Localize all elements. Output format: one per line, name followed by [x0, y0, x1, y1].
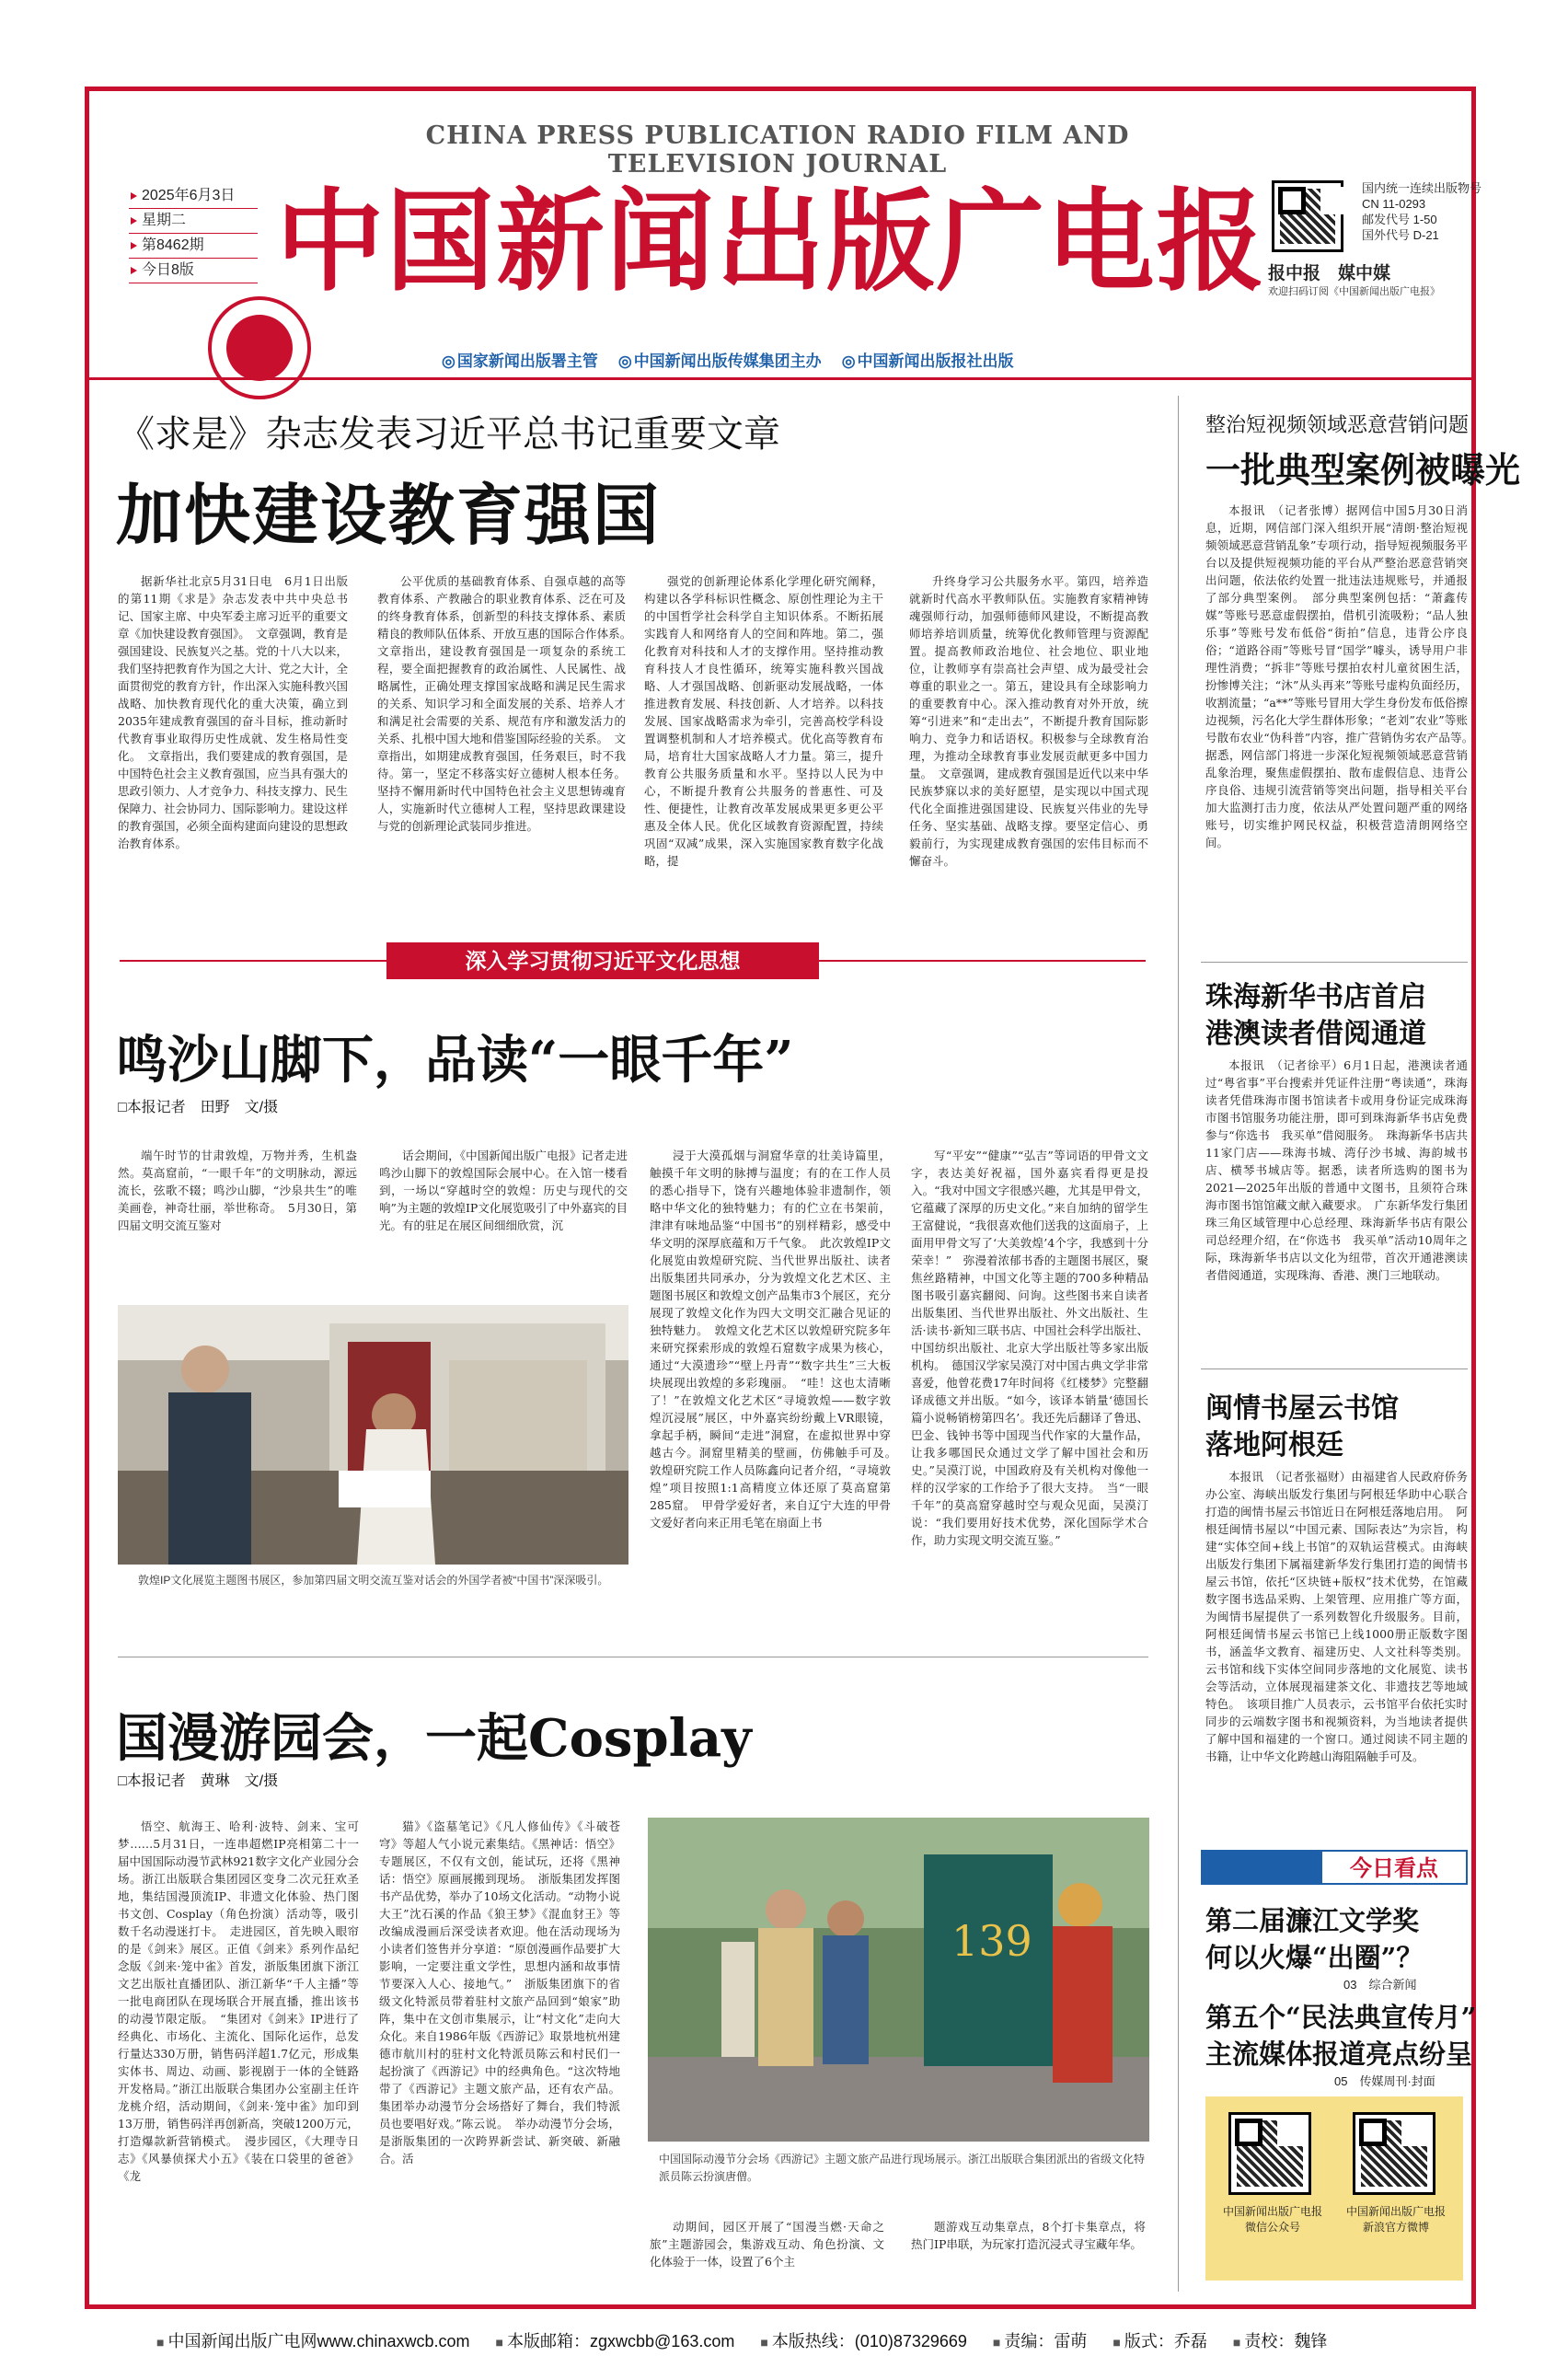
footer-designer: ■ 版式：乔磊 — [1113, 2328, 1206, 2352]
lead-column-1: 据新华社北京5月31日电 6月1日出版的第11期《求是》杂志发表中共中央总书记、国家主席、中央军委主席习近平的重要文章《加快建设教育强国》。 文章强调，教育是强国建设、民族复兴之基。党的十八大以来，我们坚持把教育作为国之大计、党之大计，全面贯彻党的教育方针，作出深入实施科教兴国战略、加快教育现代化的重大决策，确立到2035年建成教育强国的奋斗目标，推动新时代教育事业取得历史性成就、发生格局性变化。 文章指出，我们要建成的教育强国，是中国特色社会主义教育强国，应当具有强大的思政引领力、人才竞争力、科技支撑力、民生保障力、社会协同力、国际影响力。建设这样的教育强国，必须全面构建面向建设的思想政治教育体系。 — [118, 574, 349, 850]
pub-code-line: 国外代号 D-21 — [1362, 228, 1439, 242]
pick1-title-line1[interactable]: 第二届濂江文学奖 — [1205, 1905, 1420, 1936]
story3-byline: □本报记者 黄琳 文/摄 — [118, 1773, 279, 1789]
wechat-qr-caption — [1213, 2204, 1332, 2235]
pick2-page-ref: 05 传媒周刊·封面 — [1334, 2074, 1435, 2088]
story3-caption: 中国国际动漫节分会场《西游记》主题文旅产品进行现场展示。浙江出版联合集团派出的省级文化特派员陈云扮演唐僧。 — [659, 2153, 1146, 2183]
masthead-title: 中国新闻出版广电报 — [276, 177, 1267, 306]
section-banner: 深入学习贯彻习近平文化思想 — [386, 942, 819, 979]
story3-photo — [648, 1818, 1149, 2142]
pub-code-line: CN 11-0293 — [1362, 197, 1426, 211]
page-footer — [156, 2328, 1435, 2352]
sidebar-story3-headline-1: 闽情书屋云书馆 — [1205, 1392, 1399, 1425]
footer-email[interactable]: ■ 本版邮箱：zgxwcbb@163.com — [496, 2328, 735, 2352]
sidebar-story1-body: 本报讯 （记者张博）据网信中国5月30日消息，近期，网信部门深入组织开展“清朗·整治短视频领域恶意营销乱象”专项行动，指导短视频服务平台以及提供短视频功能的平台从严整治恶意营销突出问题，依法依约处置一批违法违规账号，并通报了部分典型案例。 部分典型案例包括：“萧鑫传媒”等账号恶意虚假摆拍，借机引流吸粉；“品人独乐事”等账号发布低俗“街拍”信息，违背公序良俗；“道路谷雨”等账号冒“国学”噱头，诱导用户非理性消费；“拆非”等账号摆拍农村儿童贫困生活，扮惨博关注；“沐”从头再来”等账号虚构负面经历，收割流量；“a**”等账号冒用大学生身份发布低俗擦边视频，污名化大学生群体形象；“老刘”农业”等账号散布农业“伪科普”内容，推广营销伪劣农产品等。 据悉，网信部门将进一步深化短视频领域恶意营销乱象治理，聚焦虚假摆拍、散布虚假信息、违背公序良俗、违规引流营销等突出问题，指导相关平台加大监测打击力度，依法从严处置问题严重的网络账号，切实维护网民权益，积极营造清朗网络空间。 — [1205, 503, 1480, 849]
issue-number: 第8462期 — [129, 234, 258, 259]
sidebar-story2-headline-2: 港澳读者借阅通道 — [1205, 1018, 1426, 1050]
story2-column-2: 话会期间，《中国新闻出版广电报》记者走进鸣沙山脚下的敦煌国际会展中心。在入馆一楼看到，一场以“穿越时空的敦煌：历史与现代的交响”为主题的敦煌IP文化展览吸引了中外嘉宾的目光。有的驻足在展区间细细欣赏，沉 — [379, 1149, 628, 1232]
today-picks-label: 今日看点 — [1320, 1850, 1468, 1885]
pick2-title-line1[interactable]: 第五个“民法典宣传月” — [1205, 2002, 1477, 2033]
lead-column-3: 强党的创新理论体系化学理化研究阐释，构建以各学科标识性概念、原创性理论为主干的中国哲学社会科学自主知识体系。不断拓展实践育人和网络育人的空间和阵地。第二，强化教育对科技和人才的支撑作用。坚持推动教育科技人才良性循环，统筹实施科教兴国战略、人才强国战略、创新驱动发展战略，一体推进教育发展、科技创新、人才培养。以科技发展、国家战略需求为牵引，完善高校学科设置调整机制和人才培养模式。优化高等教育布局，培育壮大国家战略人才力量。第三，提升教育公共服务质量和水平。坚持以人民为中心，不断提升教育公共服务的普惠性、可及性、便捷性，让教育改革发展成果更多更公平惠及全体人民。优化区域教育资源配置，持续巩固“双减”成果，深入实施国家教育数字化战略，提 — [644, 574, 883, 868]
story3-column-3: 动期间，园区开展了“国漫当燃·天命之旅”主题游园会，集游戏互动、角色扮演、文化体验于一体，设置了6个主 — [650, 2220, 884, 2269]
weibo-qr-icon[interactable] — [1353, 2112, 1435, 2195]
pick1-title-line2[interactable]: 何以火爆“出圈”？ — [1205, 1942, 1424, 1973]
sidebar-story3-body: 本报讯 （记者张福财）由福建省人民政府侨务办公室、海峡出版发行集团与阿根廷华助中心联合打造的闽情书屋云书馆近日在阿根廷落地启用。 阿根廷闽情书屋以“中国元素、国际表达”为宗旨，构建“实体空间+线上书馆”的双轨运营模式。由海峡出版发行集团下属福建新华发行集团打造的闽情书屋云书馆，依托“区块链+版权”技术优势，在馆藏数字图书选品采购、上架管理、应用推广等方面，为闽情书屋提供了一系列数智化升级服务。目前，阿根廷闽情书屋云书馆已上线1000册正版数字图书，涵盖华文教育、福建历史、人文社科等类别。云书馆和线下实体空间同步落地的文化展览、读书会等活动，立体展现福建茶文化、非遗技艺等地域特色。 该项目推广人员表示，云书馆平台依托实时同步的云端数字图书和视频资料，为当地读者提供了解中国和福建的一个窗口。通过阅读不同主题的书籍，让中华文化跨越山海阻隔触手可及。 — [1205, 1470, 1468, 1763]
sponsor-item: ◎ 国家新闻出版署主管 — [442, 348, 598, 371]
story2-caption: 敦煌IP文化展览主题图书展区，参加第四届文明交流互鉴对话会的外国学者被“中国书”深深吸引。 — [138, 1574, 609, 1587]
sidebar-story2-headline-1: 珠海新华书店首启 — [1205, 981, 1426, 1013]
story3-headline: 国漫游园会，一起Cosplay — [116, 1708, 752, 1769]
pub-code-line: 邮发代号 1-50 — [1362, 213, 1437, 226]
footer-website[interactable]: ■ 中国新闻出版广电网www.chinaxwcb.com — [156, 2328, 470, 2352]
lead-column-4: 升终身学习公共服务水平。第四，培养造就新时代高水平教师队伍。实施教育家精神铸魂强师行动，加强师德师风建设，不断提高教师培养培训质量，统筹优化教师管理与资源配置。提高教师政治地位、社会地位、职业地位，让教师享有崇高社会声望、成为最受社会尊重的职业之一。第五，建设具有全球影响力的重要教育中心。深入推动教育对外开放，统筹“引进来”和“走出去”，不断提升教育国际影响力、竞争力和话语权。积极参与全球教育治理，为推动全球教育事业发展贡献更多中国力量。 文章强调，建成教育强国是近代以来中华民族梦寐以求的美好愿望，是实现以中国式现代化全面推进强国建设、民族复兴伟业的先导任务、坚实基础、战略支撑。要坚定信心、勇毅前行，为实现建成教育强国的宏伟目标而不懈奋斗。 — [909, 574, 1148, 868]
lead-kicker: 《求是》杂志发表习近平总书记重要文章 — [118, 414, 780, 455]
pub-code-line: 国内统一连续出版物号 — [1362, 181, 1482, 195]
story2-column-3: 浸于大漠孤烟与洞窟华章的壮美诗篇里，触摸千年文明的脉搏与温度；有的在工作人员的悉心指导下，饶有兴趣地体验非遗制作，领略中华文化的独特魅力；有的伫立在书架前，津津有味地品鉴“中国书”的别样精彩，感受中华文明的深厚底蕴和万千气象。 此次敦煌IP文化展览由敦煌研究院、当代世界出版社、读者出版集团共同承办，分为敦煌文化艺术区、主题图书展区和敦煌文创产品集市3个展区，充分展现了敦煌文化作为四大文明交汇融合见证的独特魅力。 敦煌文化艺术区以敦煌研究院多年来研究探索形成的敦煌石窟数字成果为核心，通过“大漠遗珍”“壁上丹青”“数字共生”三大板块展现出敦煌的多彩瑰丽。 “哇！这也太清晰了！”在敦煌文化艺术区“寻境敦煌——数字敦煌沉浸展”展区，中外嘉宾纷纷戴上VR眼镜，拿起手柄，瞬间“走进”洞窟，在虚拟世界中穿越古今。洞窟里精美的壁画，仿佛触手可及。 敦煌研究院工作人员陈鑫向记者介绍，“寻境敦煌”项目按照1:1高精度立体还原了莫高窟第285窟。 甲骨学爱好者，来自辽宁大连的甲骨文爱好者向来正用毛笔在扇面上书 — [650, 1149, 903, 1530]
date-block — [129, 184, 258, 283]
sidebar-story1-headline: 一批典型案例被曝光 — [1205, 449, 1521, 491]
story2-photo — [118, 1305, 628, 1565]
wechat-qr-icon[interactable] — [1228, 2112, 1311, 2195]
masthead-slogan: 报中报 媒中媒 — [1268, 264, 1391, 283]
story2-headline: 鸣沙山脚下，品读“一眼千年” — [116, 1030, 794, 1091]
sponsor-bar — [442, 348, 1270, 371]
sidebar-story1-kicker: 整治短视频领域恶意营销问题 — [1205, 413, 1470, 436]
story3-column-4: 题游戏互动集章点，8个打卡集章点，将热门IP串联，为玩家打造沉浸式寻宝藏年华。 — [911, 2220, 1146, 2251]
issue-date: 2025年6月3日 — [129, 184, 258, 209]
cosplay-photo-illustration — [648, 1818, 1149, 2142]
wechat-qr-label: 中国新闻出版广电报 — [1222, 2205, 1322, 2218]
sidebar-divider — [1178, 396, 1179, 2292]
sidebar-story2-body: 本报讯 （记者徐平）6月1日起，港澳读者通过“粤省事”平台搜索并凭证件注册“粤读通”，珠海读者凭借珠海市图书馆读者卡或用身份证完成珠海市图书馆服务功能注册，即可到珠海新华书店免费参与“你选书 我买单”借阅服务。 珠海新华书店共11家门店——珠海书城、湾仔沙书城、海韵城书店、横琴书城店等。据悉，读者所选购的图书为2021—2025年出版的普通中文图书，且须符合珠海市图书馆馆藏文献入藏要求。 广东新华发行集团珠三角区域管理中心总经理、珠海新华书店有限公司总经理介绍，在“你选书 我买单”活动10周年之际，珠海新华书店以文化为纽带，首次开通港澳读者借阅通道，实现珠海、香港、澳门三地联动。 — [1205, 1058, 1468, 1282]
story3-column-2: 猫》《盗墓笔记》《凡人修仙传》《斗破苍穹》等超人气小说元素集结。《黑神话：悟空》专题展区，不仅有文创，能试玩，还将《黑神话：悟空》原画展搬到现场。 浙版集团发挥图书产品优势，举办了10场文化活动。“动物小说大王”沈石溪的作品《狼王梦》《混血豺王》等改编成漫画后深受读者欢迎。他在活动现场为小读者们签售并分享道：“原创漫画作品要扩大影响，一定要注重文学性，思想内涵和故事情节要深入人心、接地气。” 浙版集团旗下的省级文化特派员带着驻村文旅产品回到“娘家”助阵，集中在文创市集展示，让“村文化”走向大众化。来自1986年版《西游记》取景地杭州建德市航川村的驻村文化特派员陈云和村民们一起扮演了《西游记》中的经典角色。“这次特地带了《西游记》主题文旅产品，还有农产品。集团举办动漫节分会场搭好了舞台，我们特派员也要唱好戏。”陈云说。 举办动漫节分会场，是浙版集团的一次跨界新尝试、新突破、新融合。活 — [379, 1819, 620, 2165]
story3-column-1: 悟空、航海王、哈利·波特、剑来、宝可梦……5月31日，一连串超燃IP亮相第二十一届中国国际动漫节武林921数字文化产业园分会场。浙江出版联合集团园区变身二次元狂欢圣地，集结国漫顶流IP、非遗文化体验、热门图书文创、Cosplay（角色扮演）活动等，吸引数千名动漫迷打卡。 走进园区，首先映入眼帘的是《剑来》展区。正值《剑来》系列作品纪念版《剑来·笼中雀》首发，浙版集团旗下浙江文艺出版社直播团队、浙江新华“千人主播”等一批电商团队在现场联合开展直播，推出该书的动漫节限定版。 “集团对《剑来》IP进行了经典化、市场化、主流化、国际化运作，总发行量达330万册，销售码洋超1.7亿元，形成集实体书、周边、动画、影视剧于一体的全链路开发格局。”浙江出版联合集团办公室副主任许龙桃介绍，活动期间，《剑来·笼中雀》加印到13万册，销售码洋再创新高，突破1200万元，打造爆款新营销模式。 漫步园区，《大理寺日志》《风暴侦探犬小五》《装在口袋里的爸爸》《龙 — [118, 1819, 359, 2183]
issue-pages: 今日8版 — [129, 259, 258, 283]
story2-byline: □本报记者 田野 文/摄 — [118, 1100, 279, 1115]
sidebar-rule — [1201, 962, 1468, 963]
english-title: CHINA PRESS PUBLICATION RADIO FILM AND TELEVISION JOURNAL — [425, 121, 1130, 179]
footer-editor: ■ 责编：雷萌 — [993, 2328, 1087, 2352]
weibo-qr-label: 中国新闻出版广电报 — [1345, 2205, 1446, 2218]
masthead-divider — [89, 377, 1471, 380]
masthead-logo — [276, 155, 1270, 329]
bookfair-photo-illustration — [118, 1305, 628, 1565]
weibo-qr-caption — [1336, 2204, 1456, 2235]
story2-column-1: 端午时节的甘肃敦煌，万物并秀，生机盎然。莫高窟前，“一眼千年”的文明脉动，源远流长，弦歌不辍；鸣沙山脚，“沙泉共生”的唯美画卷，神奇壮丽，举世称奇。 5月30日，第四届文明交流互鉴对 — [118, 1149, 357, 1232]
footer-hotline: ■ 本版热线：(010)87329669 — [760, 2328, 967, 2352]
weibo-qr-sub: 新浪官方微博 — [1362, 2221, 1429, 2234]
footer-proofreader: ■ 责校：魏锋 — [1233, 2328, 1327, 2352]
story2-column-4: 写“平安”“健康”“弘吉”等词语的甲骨文文字，表达美好祝福，国外嘉宾看得更是投入。“我对中国文字很感兴趣，尤其是甲骨文，它蕴藏了深厚的历史文化。”来自加纳的留学生王富健说，“我很喜欢他们送我的这面扇子，上面用甲骨文写了‘大美敦煌’4个字，我感到十分荣幸！” 弥漫着浓郁书香的主题图书展区，聚焦丝路精神，中国文化等主题的700多种精品图书吸引嘉宾翻阅、问询。这些图书来自读者出版集团、当代世界出版社、外文出版社、生活·读书·新知三联书店、中国社会科学出版社、中国纺织出版社、北京大学出版社等多家出版机构。 德国汉学家吴漠汀对中国古典文学非常喜爱，他曾花费17年时间将《红楼梦》完整翻译成德文并出版。“如今，该译本销量‘德国长篇小说畅销榜第四名’。我还先后翻译了鲁迅、巴金、钱钟书等中国现当代作家的大量作品，让我多哪国民众通过文学了解中国社会和历史。”吴漠汀说，中国政府及有关机构对像他一样的汉学家的工作给予了很大支持。 当“一眼千年”的莫高窟穿越时空与观众见面，吴漠汀说：“我们要用好技术优势，深化国际学术合作，助力实现文明交流互鉴。” — [911, 1149, 1148, 1547]
sponsor-item: ◎ 中国新闻出版传媒集团主办 — [618, 348, 822, 371]
lead-column-2: 公平优质的基础教育体系、自强卓越的高等教育体系、产教融合的职业教育体系、泛在可及的终身教育体系，创新型的科技支撑体系、素质精良的教师队伍体系、开放互惠的国际合作体系。 文章指出，建设教育强国是一项复杂的系统工程，要全面把握教育的政治属性、人民属性、战略属性，正确处理支撑国家战略和满足民生需求的关系、知识学习和全面发展的关系、培养人才和满足社会需要的关系、规范有序和激发活力的关系、扎根中国大地和借鉴国际经验的关系。 文章指出，如期建成教育强国，任务艰巨，时不我待。第一，坚定不移落实好立德树人根本任务。坚持不懈用新时代中国特色社会主义思想铸魂育人，实施新时代立德树人工程，坚持思政课建设与党的创新理论武装同步推进。 — [377, 574, 638, 833]
pick1-page-ref: 03 综合新闻 — [1343, 1978, 1417, 1992]
sponsor-item: ◎ 中国新闻出版报社出版 — [842, 348, 1014, 371]
sidebar-story3-headline-2: 落地阿根廷 — [1205, 1429, 1343, 1461]
masthead-qr-icon — [1272, 180, 1343, 252]
issue-weekday: 星期二 — [129, 209, 258, 234]
wechat-qr-sub: 微信公众号 — [1244, 2221, 1300, 2234]
svg-text:139: 139 — [951, 1916, 1032, 1966]
lead-headline: 加快建设教育强国 — [116, 476, 662, 554]
subscribe-note: 欢迎扫码订阅《中国新闻出版广电报》 — [1268, 286, 1440, 297]
pick2-title-line2[interactable]: 主流媒体报道亮点纷呈 — [1205, 2038, 1473, 2070]
publication-codes — [1362, 180, 1482, 243]
